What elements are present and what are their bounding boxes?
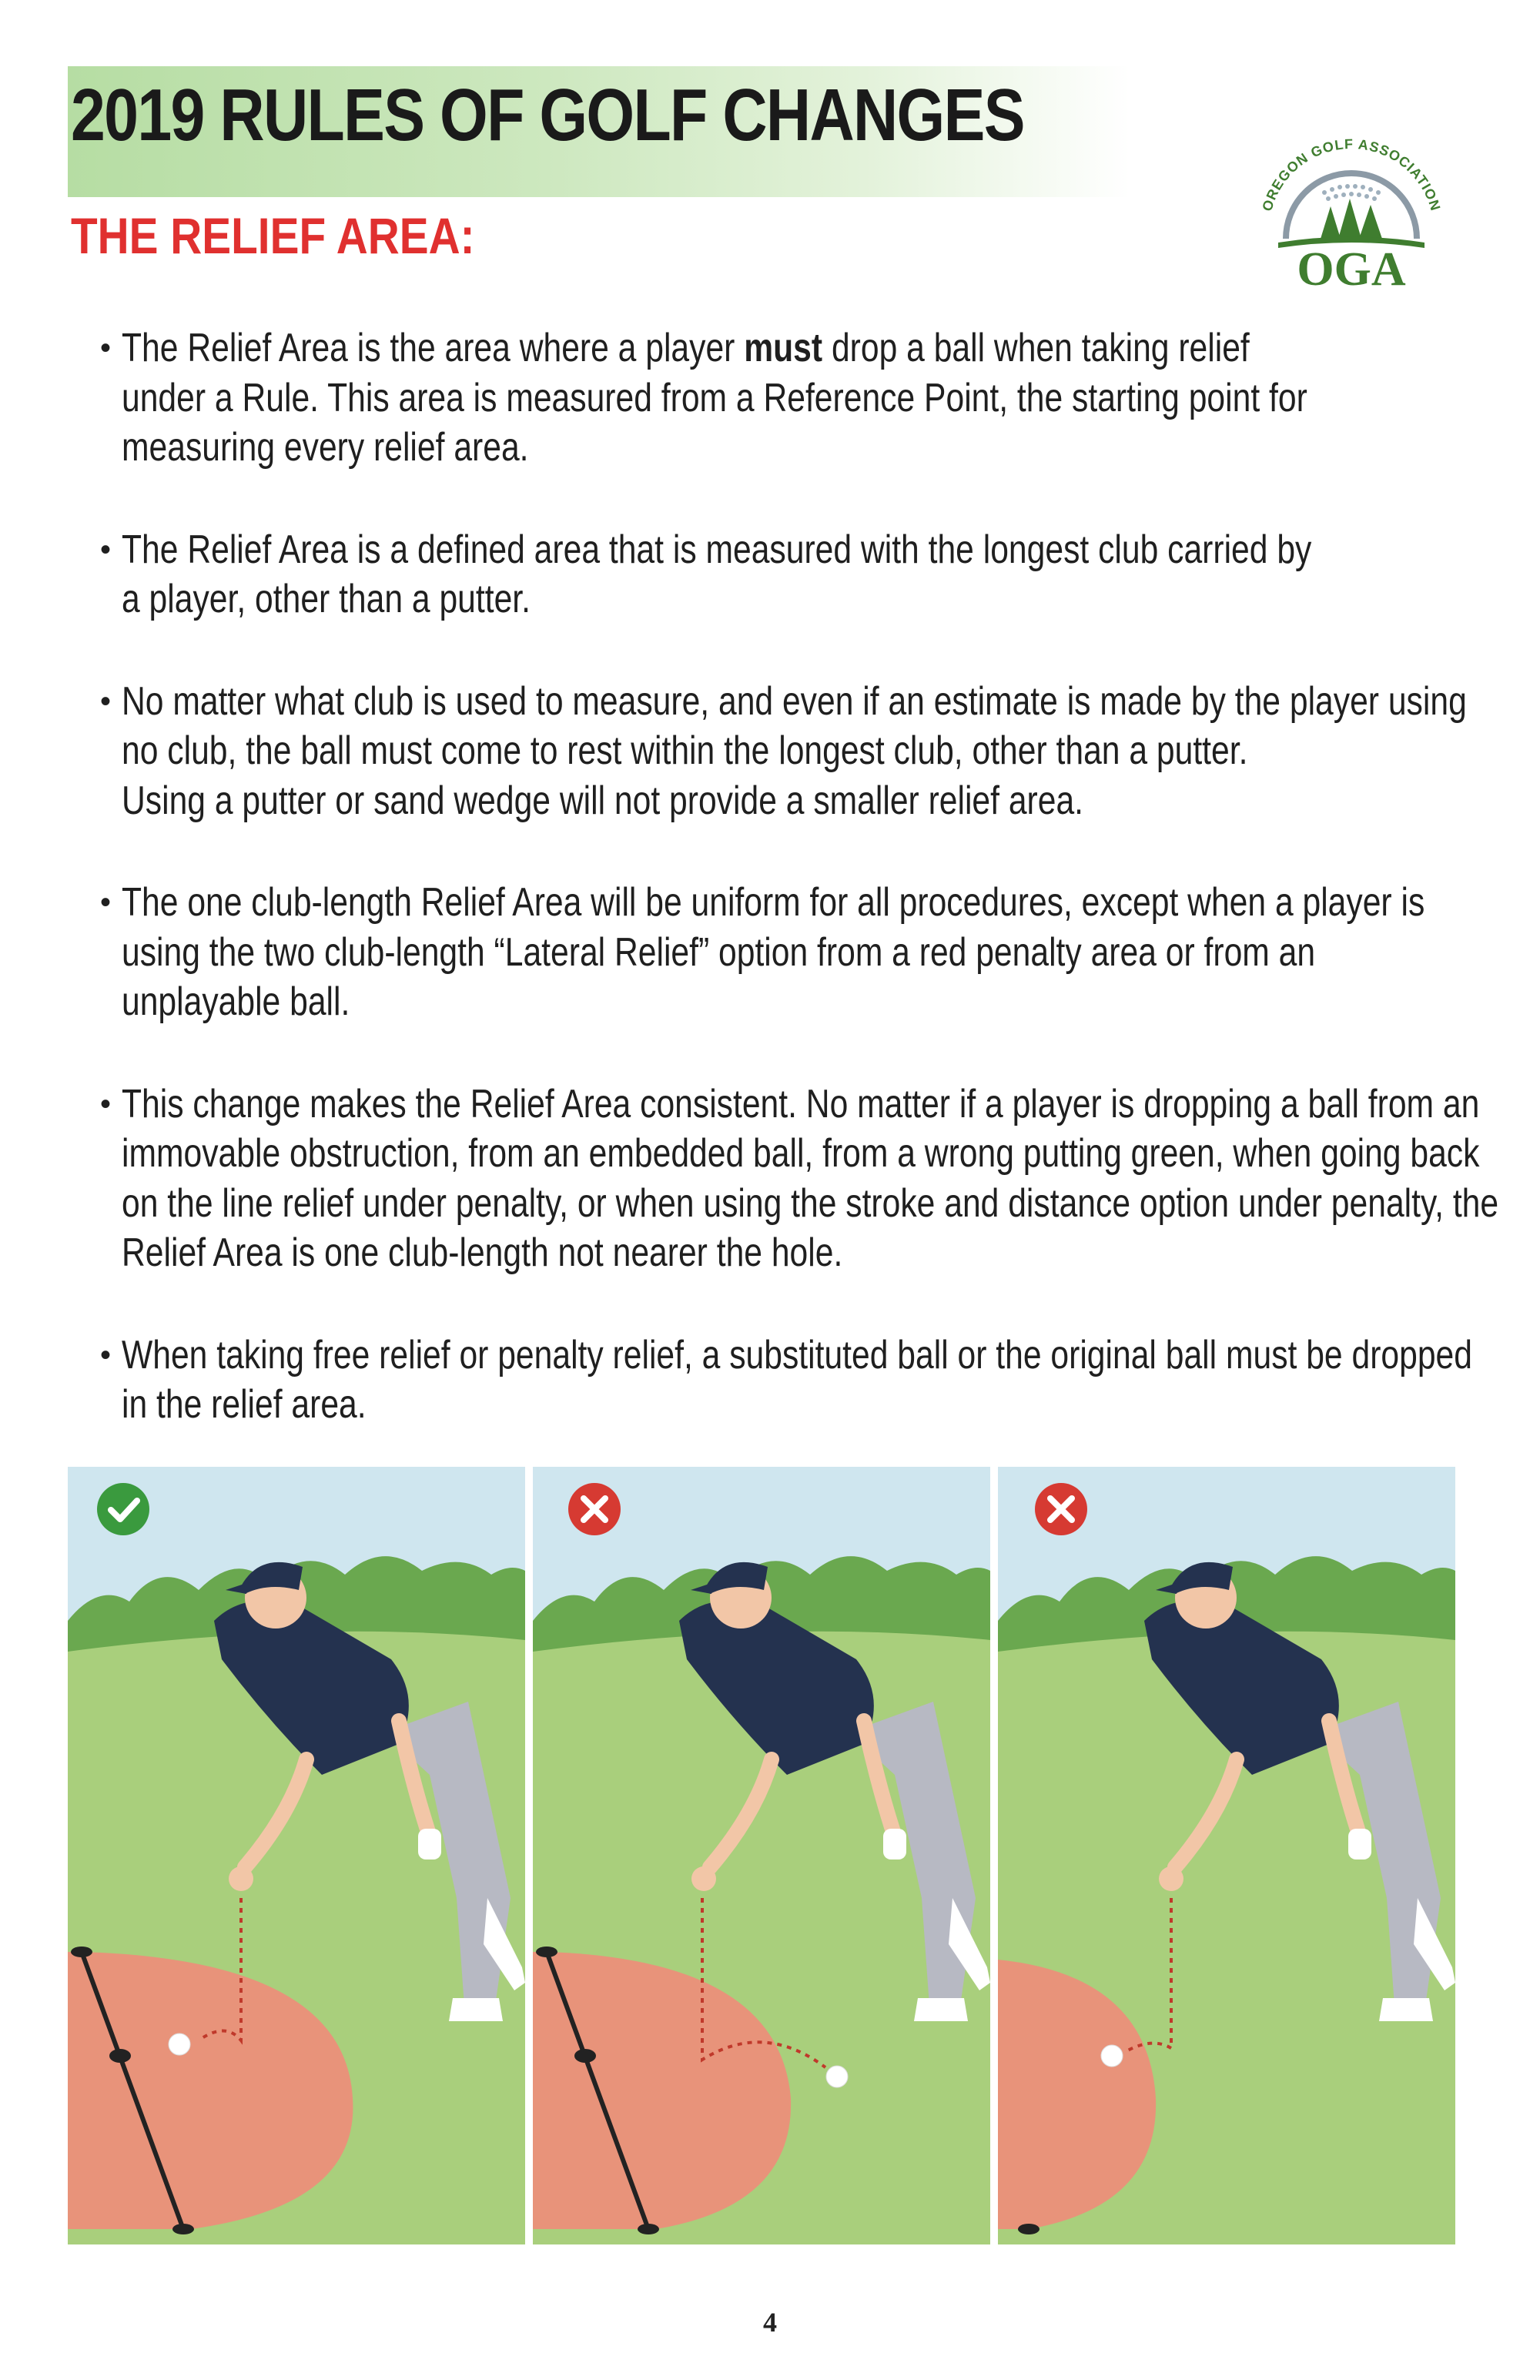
bullet-item: [100, 1080, 1499, 1278]
oga-logo-icon: [1247, 115, 1455, 293]
logo-arc-text: OREGON GOLF ASSOCIATION: [1259, 136, 1444, 213]
logo-mark: OGA: [1297, 243, 1406, 293]
bullet-line: Relief Area is one club-length not nearer the hole.: [122, 1230, 843, 1275]
bullet-line: Using a putter or sand wedge will not provide a smaller relief area.: [122, 778, 1084, 823]
bullet-line: a player, other than a putter.: [122, 577, 531, 621]
illustration-panel-correct: [68, 1467, 525, 2244]
bullet-line: • No matter what club is used to measure, and even if an estimate is made by the player using: [122, 678, 1467, 724]
bullet-line: • The Relief Area is the area where a player must drop a ball when taking relief: [122, 326, 1250, 370]
bullet-line: • When taking free relief or penalty relief, a substituted ball or the original ball must be dropped: [122, 1332, 1472, 1377]
bullet-list: [100, 323, 1499, 1482]
bullet-line: • The one club-length Relief Area will be uniform for all procedures, except when a player is: [122, 880, 1425, 925]
bullet-item: [100, 323, 1478, 473]
bullet-item: [100, 677, 1478, 826]
bullet-line: under a Rule. This area is measured from a Reference Point, the starting point for: [122, 375, 1307, 420]
illustration-panel-incorrect-wide: [998, 1467, 1455, 2244]
emphasis-must: must: [744, 326, 823, 370]
bullet-line: using the two club-length “Lateral Relief” option from a red penalty area or from an: [122, 929, 1316, 975]
bullet-line: immovable obstruction, from an embedded ball, from a wrong putting green, when going back: [122, 1131, 1480, 1176]
bullet-line: • This change makes the Relief Area consistent. No matter if a player is dropping a ball from an: [122, 1081, 1480, 1126]
page-number: 4: [763, 2307, 777, 2338]
bullet-line: in the relief area.: [122, 1382, 367, 1427]
bullet-item: [100, 525, 1478, 624]
bullet-line: no club, the ball must come to rest within the longest club, other than a putter.: [122, 728, 1248, 773]
bullet-line: • The Relief Area is a defined area that is measured with the longest club carried by: [122, 527, 1312, 572]
check-icon: [97, 1483, 149, 1535]
bullet-item: [100, 1331, 1478, 1430]
section-subtitle: THE RELIEF AREA:: [71, 207, 475, 264]
page-title: 2019 RULES OF GOLF CHANGES: [71, 74, 1024, 156]
bullet-line: measuring every relief area.: [122, 425, 529, 470]
bullet-line: unplayable ball.: [122, 979, 350, 1024]
bullet-line: on the line relief under penalty, or when using the stroke and distance option under penalty, the: [122, 1180, 1499, 1226]
illustration-panel-incorrect-outside: [533, 1467, 990, 2244]
bullet-item: [100, 878, 1478, 1027]
illustration-panels: [68, 1467, 1455, 2244]
